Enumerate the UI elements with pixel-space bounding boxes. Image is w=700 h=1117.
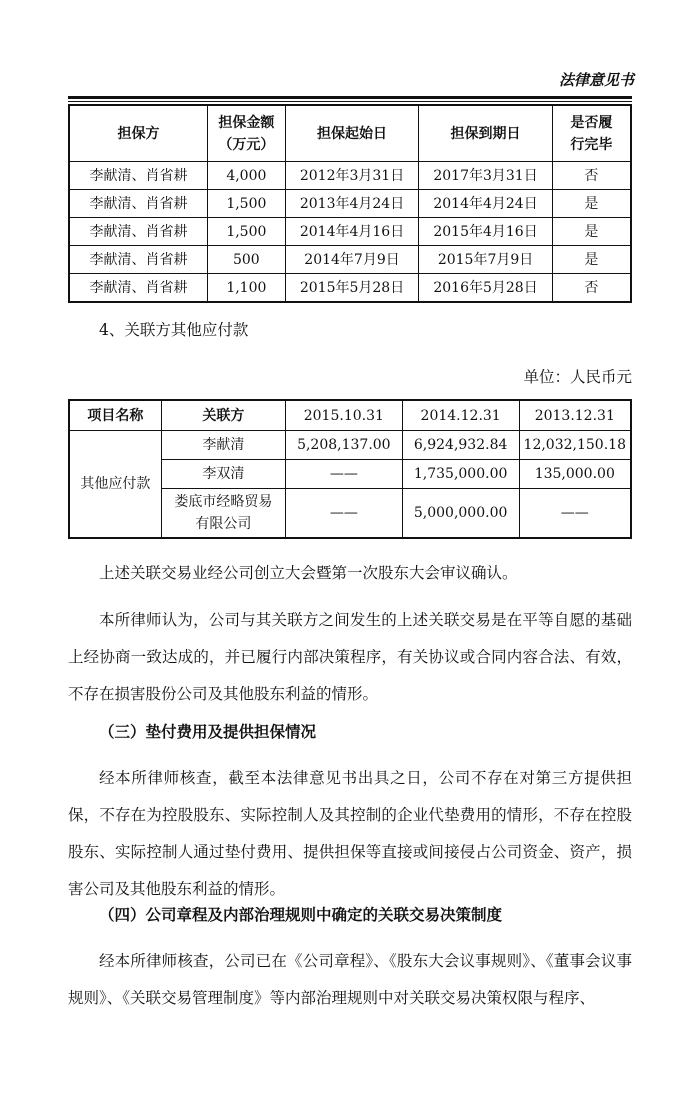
table-cell: 2016年5月28日 xyxy=(419,274,553,303)
table-cell: 是 xyxy=(552,190,631,218)
table-cell: 2015年5月28日 xyxy=(285,274,419,303)
header-cell: 担保金额 （万元） xyxy=(207,105,285,162)
table-cell: 否 xyxy=(552,274,631,303)
table-cell: 李献清、肖省耕 xyxy=(69,190,207,218)
header-cell: 担保方 xyxy=(69,105,207,162)
section-heading-related-payables: 4、关联方其他应付款 xyxy=(99,321,249,339)
header-cell: 关联方 xyxy=(161,400,285,431)
unit-label: 单位：人民币元 xyxy=(523,368,632,386)
table-cell: 6,924,932.84 xyxy=(402,431,519,460)
table-cell: 2013年4月24日 xyxy=(285,190,419,218)
paragraph-lawyer-opinion: 本所律师认为，公司与其关联方之间发生的上述关联交易是在平等自愿的基础上经协商一致达成的，并已履行内部决策程序，有关协议或合同内容合法、有效，不存在损害股份公司及其他股东利益的情形。 xyxy=(68,611,632,703)
table-cell: 5,000,000.00 xyxy=(402,489,519,539)
header-rule-thick xyxy=(68,96,632,99)
table-row xyxy=(69,162,631,190)
table-cell: 李献清、肖省耕 xyxy=(69,162,207,190)
table-cell: 500 xyxy=(207,246,285,274)
paragraph-approval: 上述关联交易业经公司创立大会暨第一次股东大会审议确认。 xyxy=(99,564,518,582)
table-row xyxy=(69,218,631,246)
table-row xyxy=(69,190,631,218)
header-cell: 项目名称 xyxy=(69,400,161,431)
table-cell: 4,000 xyxy=(207,162,285,190)
header-rule-thin xyxy=(68,101,632,102)
paragraph-decision-system: 经本所律师核查，公司已在《公司章程》、《股东大会议事规则》、《董事会议事规则》、《关联交易管理制度》等内部治理规则中对关联交易决策权限与程序、 xyxy=(68,952,632,1007)
item-name-cell: 其他应付款 xyxy=(69,431,161,539)
table-cell: 1,100 xyxy=(207,274,285,303)
table-cell: 李献清、肖省耕 xyxy=(69,218,207,246)
table-row xyxy=(69,274,631,303)
header-cell: 2014.12.31 xyxy=(402,400,519,431)
table-cell: 李献清、肖省耕 xyxy=(69,274,207,303)
header-cell: 担保起始日 xyxy=(285,105,419,162)
other-payables-table xyxy=(68,399,632,539)
table-row xyxy=(69,431,631,460)
table-cell: 1,500 xyxy=(207,190,285,218)
table-cell: —— xyxy=(519,489,631,539)
header-cell: 担保到期日 xyxy=(419,105,553,162)
table-cell: 2012年3月31日 xyxy=(285,162,419,190)
table-cell: 12,032,150.18 xyxy=(519,431,631,460)
table-cell: —— xyxy=(285,460,402,489)
section-heading-decision-system: （四）公司章程及内部治理规则中确定的关联交易决策制度 xyxy=(99,906,503,924)
table-cell: 否 xyxy=(552,162,631,190)
table-row xyxy=(69,246,631,274)
table-cell: 1,735,000.00 xyxy=(402,460,519,489)
table-cell: 2014年4月24日 xyxy=(419,190,553,218)
table-cell: —— xyxy=(285,489,402,539)
table-cell: 5,208,137.00 xyxy=(285,431,402,460)
table-cell: 娄底市经略贸易 有限公司 xyxy=(161,489,285,539)
table-cell: 2015年7月9日 xyxy=(419,246,553,274)
header-cell: 2015.10.31 xyxy=(285,400,402,431)
table-cell: 李献清、肖省耕 xyxy=(69,246,207,274)
table-cell: 135,000.00 xyxy=(519,460,631,489)
table-cell: 是 xyxy=(552,218,631,246)
table-cell: 1,500 xyxy=(207,218,285,246)
table-cell: 2014年7月9日 xyxy=(285,246,419,274)
header-cell: 是否履 行完毕 xyxy=(552,105,631,162)
header-cell: 2013.12.31 xyxy=(519,400,631,431)
table-cell: 李双清 xyxy=(161,460,285,489)
table-cell: 2015年4月16日 xyxy=(419,218,553,246)
other-table-header xyxy=(69,400,631,431)
section-heading-advances-guarantees: （三）垫付费用及提供担保情况 xyxy=(99,723,317,741)
paragraph-advances-guarantees: 经本所律师核查，截至本法律意见书出具之日，公司不存在对第三方提供担保，不存在为控股股东、实际控制人及其控制的企业代垫费用的情形，不存在控股股东、实际控制人通过垫付费用、提供担保等直接或间接侵占公司资金、资产，损害公司及其他股东利益的情形。 xyxy=(68,769,632,898)
table-cell: 是 xyxy=(552,246,631,274)
guarantee-table xyxy=(68,104,632,303)
table-cell: 李献清 xyxy=(161,431,285,460)
table-cell: 2014年4月16日 xyxy=(285,218,419,246)
table-cell: 2017年3月31日 xyxy=(419,162,553,190)
document-header-title: 法律意见书 xyxy=(558,71,634,89)
guarantee-table-header xyxy=(69,105,631,162)
